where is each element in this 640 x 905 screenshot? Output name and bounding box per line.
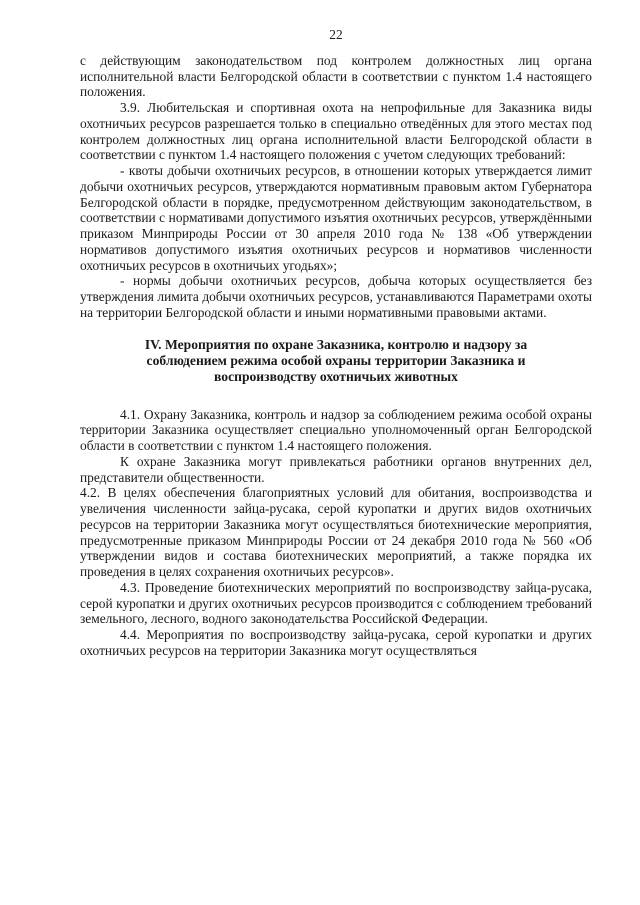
paragraph: 3.9. Любительская и спортивная охота на непрофильные для Заказника виды охотничьих ресурсов разрешается только в специально отведённых для этого местах под контролем должностных лиц органа исполнительной власти Белгородской области в соответствии с пунктом 1.4 настоящего положения с учетом следующих требований: (80, 100, 592, 163)
paragraph: К охране Заказника могут привлекаться работники органов внутренних дел, представители общественности. (80, 453, 592, 485)
section-heading: IV. Мероприятия по охране Заказника, контролю и надзору за соблюдением режима особой охраны территории Заказника и воспроизводству охотничьих животных (144, 336, 528, 384)
bottom-paragraphs (80, 407, 592, 659)
paragraph: 4.3. Проведение биотехнических мероприятий по воспроизводству зайца-русака, серой куропатки и других охотничьих ресурсов производится с соблюдением требований земельного, лесного, водного законодательства Российской Федерации. (80, 579, 592, 627)
paragraph: - квоты добычи охотничьих ресурсов, в отношении которых утверждается лимит добычи охотничьих ресурсов, утверждаются нормативным правовым актом Губернатора Белгородской области в порядке, предусмотренном действующим законодательством, в соответствии с нормативами допустимого изъятия охотничьих ресурсов, утверждёнными приказом Минприроды России от 30 апреля 2010 года № 138 «Об утверждении нормативов допустимого изъятия охотничьих ресурсов и нормативов численности охотничьих ресурсов в охотничьих угодьях»; (80, 163, 592, 273)
paragraph: 4.4. Мероприятия по воспроизводству зайца-русака, серой куропатки и других охотничьих ресурсов на территории Заказника могут осуществляться (80, 627, 592, 658)
paragraph: с действующим законодательством под контролем должностных лиц органа исполнительной власти Белгородской области в соответствии с пунктом 1.4 настоящего положения. (80, 52, 592, 100)
paragraph: - нормы добычи охотничьих ресурсов, добыча которых осуществляется без утверждения лимита добычи охотничьих ресурсов, устанавливаются Параметрами охоты на территории Белгородской области и иными нормативными правовыми актами. (80, 273, 592, 320)
page-number: 22 (329, 27, 343, 42)
paragraph: 4.2. В целях обеспечения благоприятных условий для обитания, воспроизводства и увеличения численности зайца-русака, серой куропатки и других видов охотничьих ресурсов на территории Заказника могут осуществляться биотехнические мероприятия, предусмотренные приказом Минприроды России от 24 декабря 2010 года № 560 «Об утверждении видов и состава биотехнических мероприятий, а также порядка их проведения в целях сохранения охотничьих ресурсов». (80, 485, 592, 579)
top-paragraphs (80, 53, 592, 321)
paragraph: 4.1. Охрану Заказника, контроль и надзор за соблюдением режима особой охраны территории Заказника осуществляет специально уполномоченный орган Белгородской области в соответствии с пунктом 1.4 настоящего положения. (80, 406, 592, 453)
